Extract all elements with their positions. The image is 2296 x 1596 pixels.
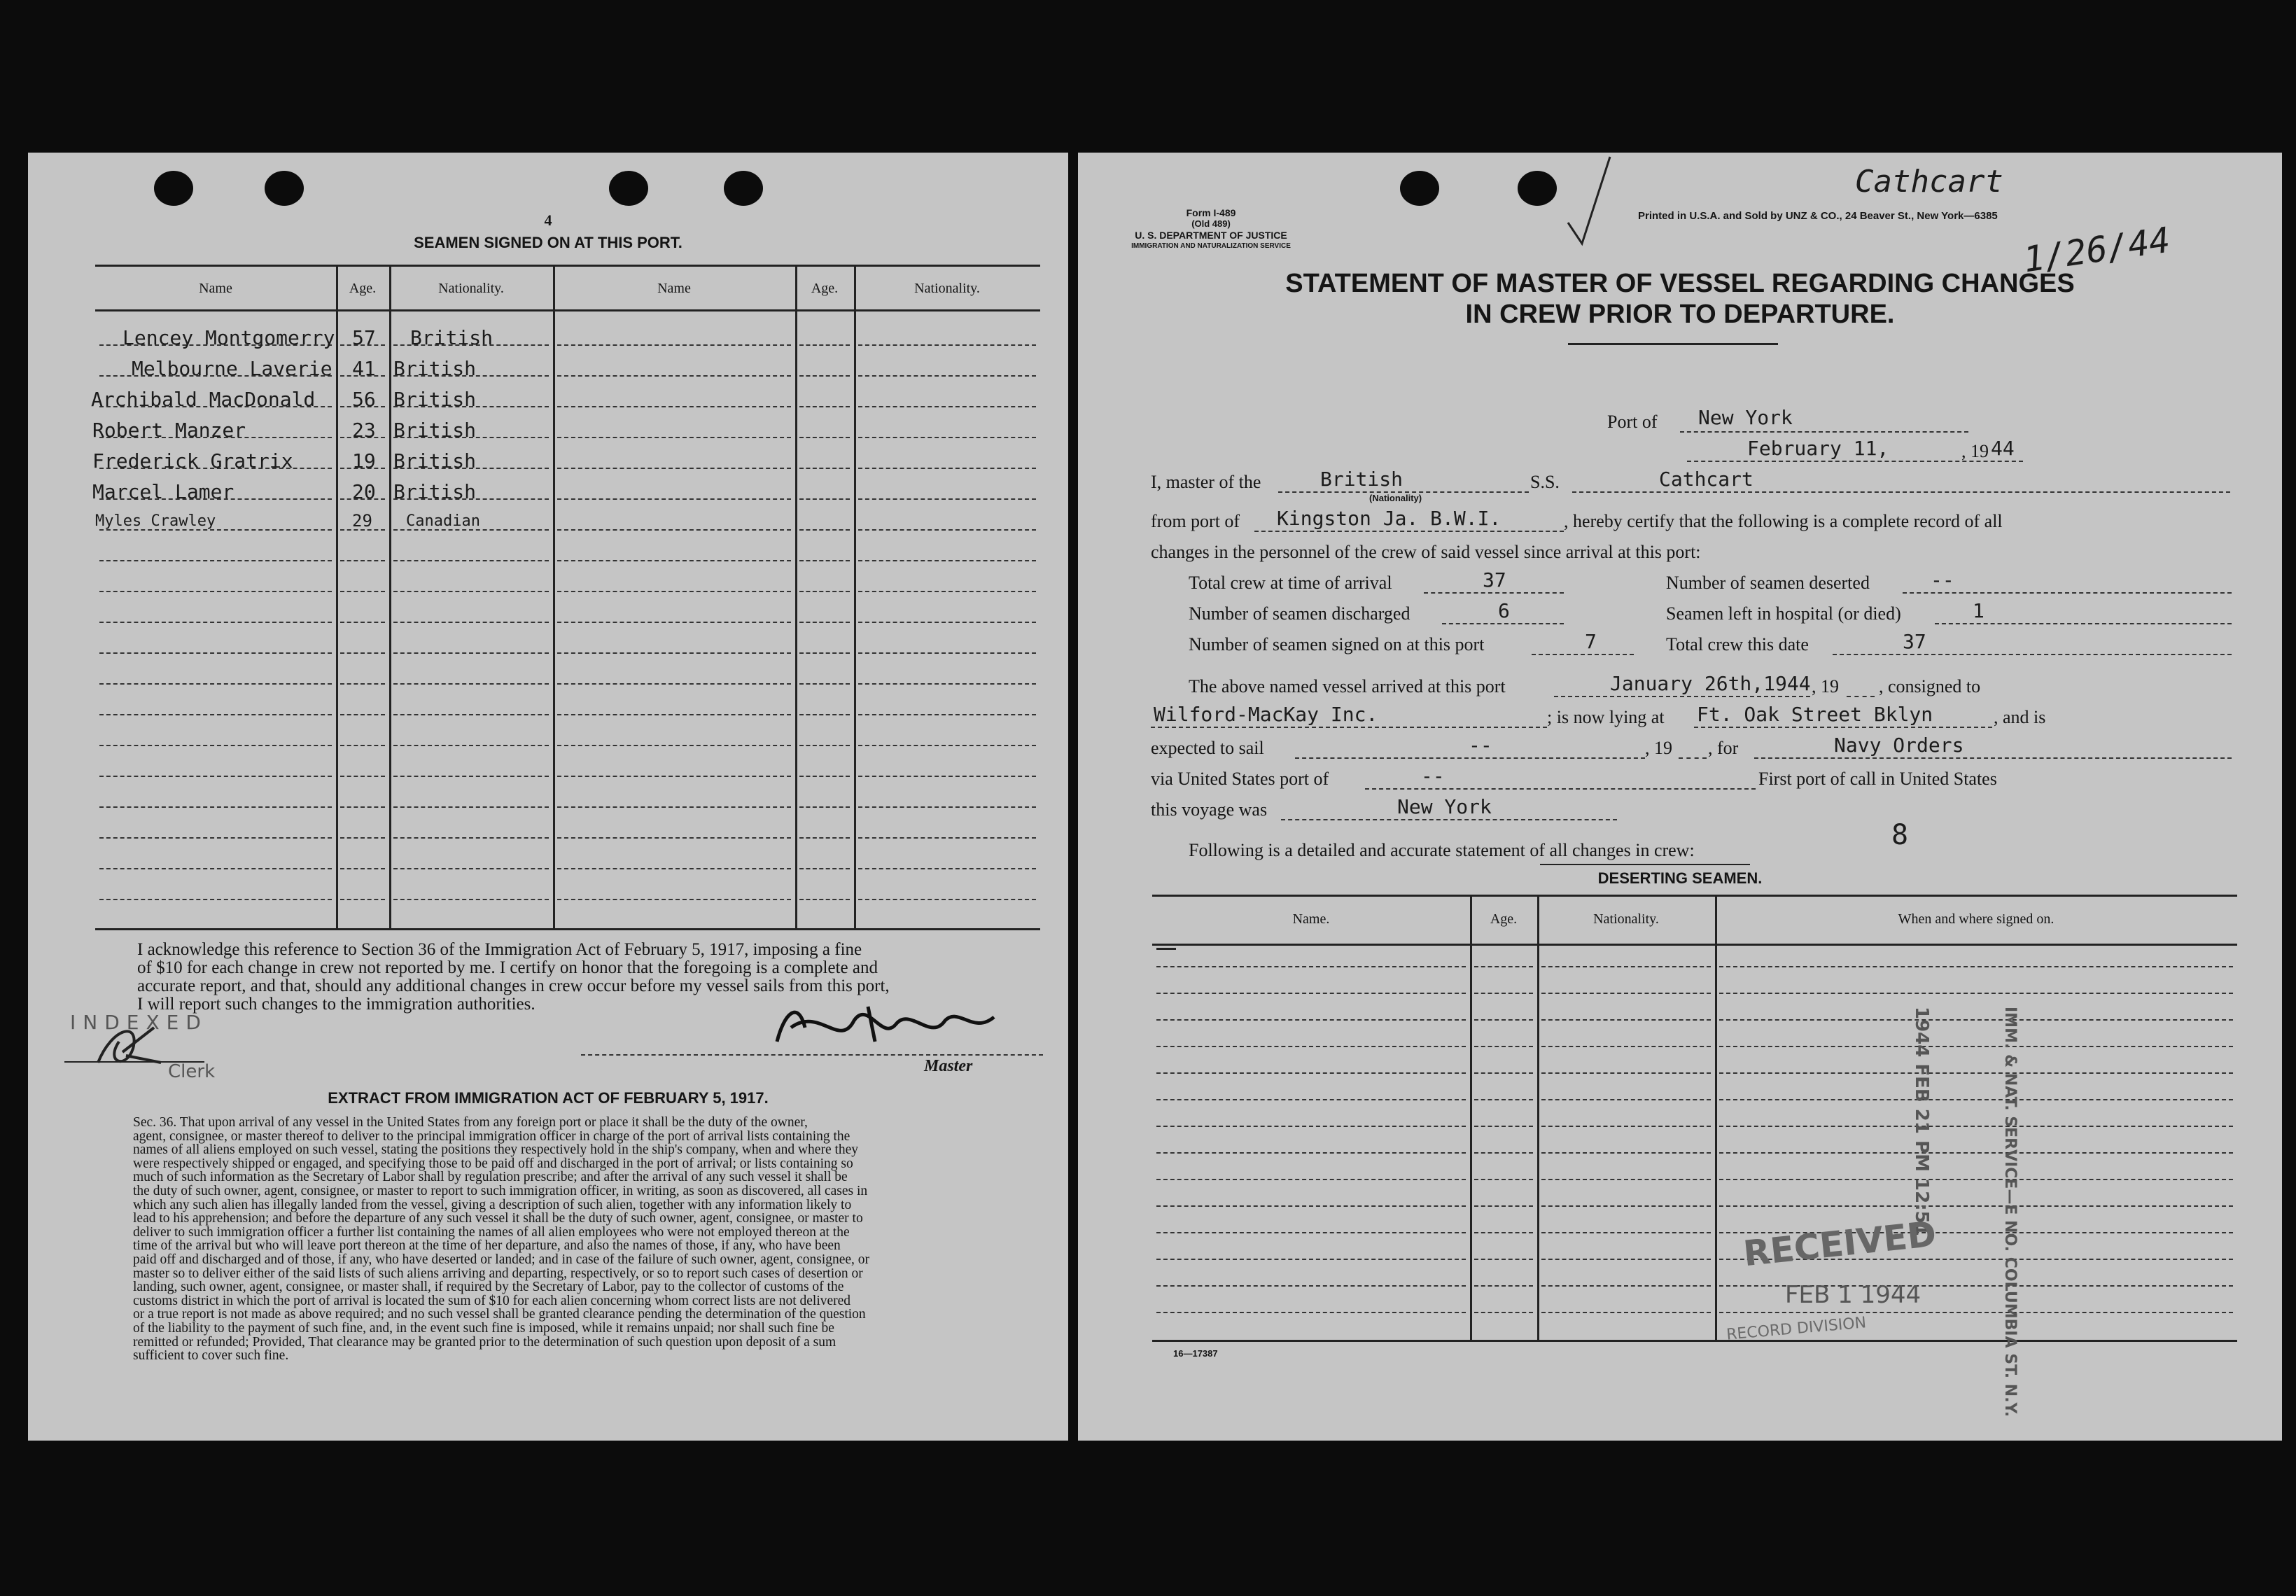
- deserting-seamen-title: DESERTING SEAMEN.: [1597, 869, 1763, 887]
- row-rule: [393, 560, 549, 561]
- hospital-value: 1: [1973, 599, 1984, 622]
- punch-hole: [1518, 171, 1557, 206]
- row-rule: [1541, 1179, 1711, 1180]
- row-rule: [340, 591, 385, 592]
- total-arrival-value: 37: [1483, 568, 1506, 592]
- row-rule: [99, 683, 332, 685]
- row-rule: [340, 714, 385, 715]
- row-rule: [340, 683, 385, 685]
- row-rule: [799, 344, 850, 346]
- row-rule: [799, 652, 850, 654]
- date-time-stamp: 1944 FEB 21 PM 12:51: [1911, 1007, 1932, 1236]
- row-rule: [340, 837, 385, 839]
- crew-age: 29: [352, 511, 372, 531]
- row-rule: [340, 652, 385, 654]
- row-rule: [99, 560, 332, 561]
- certify-text: , hereby certify that the following is a complete record of all: [1564, 511, 2003, 531]
- col-header-age-2: Age.: [811, 281, 839, 296]
- row-rule: [557, 375, 791, 377]
- row-rule: [1719, 1072, 2233, 1074]
- row-rule: [557, 745, 791, 746]
- port-label: Port of: [1607, 412, 1658, 432]
- discharged-value: 6: [1498, 599, 1510, 622]
- row-rule: [799, 560, 850, 561]
- row-rule: [858, 776, 1036, 777]
- row-rule: [99, 837, 332, 839]
- row-rule: [1541, 1285, 1711, 1287]
- service-stamp: IMM. & NAT. SERVICE—E NO. COLUMBIA ST. N.Y.: [2001, 1007, 2019, 1418]
- section-title: SEAMEN SIGNED ON AT THIS PORT.: [414, 234, 682, 251]
- row-rule: [340, 560, 385, 561]
- row-rule: [1719, 993, 2233, 994]
- crew-name: Archibald MacDonald: [91, 388, 316, 411]
- from-port-value: Kingston Ja. B.W.I.: [1277, 507, 1502, 530]
- row-rule: [858, 714, 1036, 715]
- row-rule: [1541, 1046, 1711, 1047]
- via-value: --: [1421, 764, 1445, 788]
- changes-text: changes in the personnel of the crew of said vessel since arrival at this port:: [1151, 542, 1701, 562]
- row-rule: [99, 806, 332, 808]
- for-value: Navy Orders: [1834, 734, 1964, 757]
- total-date-label: Total crew this date: [1666, 634, 1809, 654]
- department: U. S. DEPARTMENT OF JUSTICE: [1135, 230, 1287, 241]
- and-is-label: , and is: [1994, 707, 2046, 727]
- row-rule: [557, 776, 791, 777]
- row-rule: [1474, 966, 1533, 967]
- master-label: Master: [924, 1057, 973, 1075]
- row-rule: [1719, 1179, 2233, 1180]
- extract-text: Sec. 36. That upon arrival of any vessel in the United States from any foreign port or place it shall be the duty of the owner, agent, consignee, or master thereof to deliver to the principal immigration officer in charge of the port of arrival lists containing the names of all aliens employed on such vessel, stating the positions they respectively hold in the ship's company, when and where they were respectively shipped or engaged, and specifying those to be paid off and discharged in the port of arrival; or lists containing so much of such information as the Secretary of Labor shall by regulation prescribe; and after the arrival of any such vessel it shall be the duty of such owner, agent, consignee, or master to report to such immigration officer, in writing, as soon as discovered, all cases in which any such alien has illegally landed from the vessel, giving a description of such alien, together with any information likely to lead to his apprehension; and before the departure of any such vessel it shall be the duty of such owner, agent, consignee, or master to deliver to such immigration officer a further list containing the names of all alien employees who were not employed thereon at the time of the arrival but who will leave port thereon at the time of her departure, and also the names of those, if any, who have been paid off and discharged and of those, if any, who have deserted or landed; and in case of the failure of such owner, agent, consignee, or master so to deliver either of the said lists of such aliens arriving and departing, respectively, or so to report such cases of desertion or landing, such owner, agent, consignee, or master shall, if required by the Secretary of Labor, pay to the collector of customs of the customs district in which the port of arrival is located the sum of $10 for each alien concerning whom correct lists are not delivered or a true report is not made as above required; and no such vessel shall be granted clearance pending the determination of the question of the liability to the payment of such fine, and, in the event such fine is imposed, while it remains unpaid; nor shall such fine be remitted or refunded; Provided, That clearance may be granted prior to the determination of such question upon deposit of a sum sufficient to cover such fine.: [133, 1115, 870, 1364]
- row-rule: [557, 437, 791, 438]
- left-page: [28, 153, 1068, 1441]
- row-rule: [799, 468, 850, 469]
- annotation-number: 8: [1891, 819, 1909, 851]
- row-rule: [858, 683, 1036, 685]
- crew-nationality: British: [393, 357, 477, 380]
- row-rule: [799, 529, 850, 531]
- nationality-value: British: [1320, 468, 1404, 491]
- punch-hole: [265, 171, 304, 206]
- row-rule: [1156, 1072, 1466, 1074]
- crew-age: 56: [352, 388, 376, 411]
- deserted-value: --: [1931, 568, 1954, 592]
- row-rule: [858, 498, 1036, 500]
- row-rule: [557, 406, 791, 407]
- row-rule: [1474, 1072, 1533, 1074]
- consignee-value: Wilford-MacKay Inc.: [1154, 703, 1378, 726]
- master-signature: [763, 986, 1029, 1063]
- row-rule: [799, 406, 850, 407]
- row-rule: [340, 776, 385, 777]
- extract-title: EXTRACT FROM IMMIGRATION ACT OF FEBRUARY 5, 1917.: [328, 1089, 769, 1107]
- row-rule: [799, 498, 850, 500]
- first-port-label: First port of call in United States: [1758, 769, 1997, 789]
- hospital-label: Seamen left in hospital (or died): [1666, 603, 1901, 624]
- row-rule: [858, 406, 1036, 407]
- lying-label: ; is now lying at: [1547, 707, 1665, 727]
- row-rule: [858, 806, 1036, 808]
- crew-name: Marcel Lamer: [92, 480, 234, 503]
- row-rule: [1156, 1232, 1466, 1233]
- row-rule: [1541, 1232, 1711, 1233]
- desert-col-age: Age.: [1490, 911, 1518, 927]
- row-rule: [340, 868, 385, 869]
- expected-label: expected to sail: [1151, 738, 1264, 758]
- row-rule: [799, 868, 850, 869]
- received-stamp: RECEIVED: [1741, 1213, 1938, 1275]
- row-rule: [858, 437, 1036, 438]
- port-value: New York: [1698, 406, 1793, 429]
- crew-nationality: British: [410, 326, 493, 349]
- row-rule: [393, 745, 549, 746]
- nationality-caption: (Nationality): [1369, 493, 1422, 503]
- from-port-label: from port of: [1151, 511, 1240, 531]
- row-rule: [99, 652, 332, 654]
- form-title-line1: STATEMENT OF MASTER OF VESSEL REGARDING CHANGES: [1285, 269, 2075, 298]
- master-of-label: I, master of the: [1151, 472, 1261, 492]
- year-value: 44: [1991, 437, 2015, 460]
- page-number: 4: [544, 211, 552, 229]
- desert-col-when-where: When and where signed on.: [1898, 911, 2054, 927]
- record-division-stamp: RECORD DIVISION: [1726, 1314, 1867, 1344]
- nineteen2-label: , 19: [1645, 738, 1672, 758]
- row-rule: [393, 868, 549, 869]
- row-rule: [799, 776, 850, 777]
- ship-value: Cathcart: [1659, 468, 1754, 491]
- row-rule: [858, 560, 1036, 561]
- row-rule: [1156, 1179, 1466, 1180]
- row-rule: [557, 837, 791, 839]
- printer-line: Printed in U.S.A. and Sold by UNZ & CO., 24 Beaver St., New York—6385: [1638, 210, 1998, 222]
- voyage-label: this voyage was: [1151, 799, 1268, 820]
- crew-nationality: British: [393, 419, 477, 442]
- crew-name: Robert Manzer: [92, 419, 246, 442]
- acknowledgement-text: I acknowledge this reference to Section 36 of the Immigration Act of February 5, 1917, imposing a fine of $10 for each change in crew not reported by me. I certify on honor that the foregoing is a complete and accurate report, and that, should any additional changes in crew occur before my vessel sails from this port, I will report such changes to the immigration authorities.: [137, 940, 890, 1014]
- row-rule: [799, 806, 850, 808]
- arrived-value: January 26th,1944: [1610, 672, 1811, 695]
- expected-value: --: [1469, 734, 1492, 757]
- row-rule: [1719, 1205, 2233, 1207]
- row-rule: [858, 868, 1036, 869]
- punch-hole: [609, 171, 648, 206]
- crew-nationality: British: [393, 388, 477, 411]
- row-rule: [557, 683, 791, 685]
- via-label: via United States port of: [1151, 769, 1329, 789]
- for-label: , for: [1708, 738, 1739, 758]
- row-rule: [1474, 1259, 1533, 1260]
- row-rule: [1156, 1259, 1466, 1260]
- row-rule: [1474, 1099, 1533, 1100]
- row-rule: [99, 714, 332, 715]
- row-rule: [858, 375, 1036, 377]
- row-rule: [1719, 1126, 2233, 1127]
- row-rule: [1474, 1019, 1533, 1021]
- row-rule: [799, 714, 850, 715]
- crew-age: 41: [352, 357, 376, 380]
- row-rule: [1156, 966, 1466, 967]
- row-rule: [557, 806, 791, 808]
- row-rule: [1474, 1285, 1533, 1287]
- clerk-initials-signature: [84, 1014, 182, 1091]
- row-rule: [1541, 966, 1711, 967]
- row-rule: [1541, 1259, 1711, 1260]
- total-arrival-label: Total crew at time of arrival: [1189, 573, 1392, 593]
- annotation-date: 1/26/44: [2020, 219, 2173, 281]
- row-rule: [393, 806, 549, 808]
- deserted-label: Number of seamen deserted: [1666, 573, 1870, 593]
- row-rule: [1719, 966, 2233, 967]
- row-rule: [99, 899, 332, 900]
- row-rule: [1474, 1312, 1533, 1313]
- col-header-nationality: Nationality.: [438, 281, 504, 296]
- row-rule: [340, 899, 385, 900]
- row-rule: [1156, 993, 1466, 994]
- row-rule: [393, 652, 549, 654]
- row-rule: [1719, 1312, 2233, 1313]
- row-rule: [557, 868, 791, 869]
- service: IMMIGRATION AND NATURALIZATION SERVICE: [1131, 242, 1291, 250]
- form-title-line2: IN CREW PRIOR TO DEPARTURE.: [1465, 300, 1895, 329]
- ss-label: S.S.: [1530, 472, 1560, 492]
- row-rule: [99, 745, 332, 746]
- row-rule: [799, 437, 850, 438]
- row-rule: [1474, 1126, 1533, 1127]
- date-value: February 11,: [1747, 437, 1889, 460]
- row-rule: [557, 344, 791, 346]
- row-rule: [799, 591, 850, 592]
- row-rule: [340, 745, 385, 746]
- crew-nationality: Canadian: [406, 512, 480, 530]
- row-rule: [393, 899, 549, 900]
- row-rule: [557, 899, 791, 900]
- desert-col-name: Name.: [1292, 911, 1330, 927]
- row-rule: [393, 683, 549, 685]
- desert-col-nationality: Nationality.: [1593, 911, 1659, 927]
- row-rule: [799, 683, 850, 685]
- form-number: Form I-489: [1186, 207, 1236, 218]
- lying-value: Ft. Oak Street Bklyn: [1697, 703, 1933, 726]
- row-rule: [799, 745, 850, 746]
- crew-nationality: British: [393, 449, 477, 472]
- row-rule: [858, 468, 1036, 469]
- row-rule: [1719, 1019, 2233, 1021]
- voyage-value: New York: [1397, 795, 1492, 818]
- row-rule: [557, 560, 791, 561]
- row-rule: [99, 776, 332, 777]
- row-rule: [858, 837, 1036, 839]
- row-rule: [1541, 1019, 1711, 1021]
- row-rule: [1474, 1179, 1533, 1180]
- received-date-stamp: FEB 1 1944: [1785, 1281, 1921, 1309]
- row-rule: [557, 652, 791, 654]
- row-rule: [1156, 1099, 1466, 1100]
- row-rule: [1474, 1232, 1533, 1233]
- row-rule: [1156, 1046, 1466, 1047]
- annotation-ship-name: Cathcart: [1855, 164, 2003, 200]
- row-rule: [99, 591, 332, 592]
- col-header-age: Age.: [349, 281, 377, 296]
- row-rule: [799, 375, 850, 377]
- row-rule: [557, 591, 791, 592]
- row-rule: [858, 591, 1036, 592]
- row-rule: [858, 529, 1036, 531]
- indexed-stamp: INDEXED: [70, 1011, 208, 1034]
- row-rule: [1541, 1152, 1711, 1154]
- row-rule: [393, 837, 549, 839]
- clerk-label: Clerk: [168, 1061, 216, 1082]
- crew-age: 23: [352, 419, 376, 442]
- row-rule: [1156, 1312, 1466, 1313]
- punch-hole: [154, 171, 193, 206]
- row-rule: [858, 745, 1036, 746]
- row-rule: [799, 622, 850, 623]
- row-rule: [858, 344, 1036, 346]
- consigned-label: , consigned to: [1879, 676, 1981, 696]
- signed-value: 7: [1585, 630, 1597, 653]
- row-rule: [557, 468, 791, 469]
- col-header-name-2: Name: [657, 281, 691, 296]
- row-rule: [99, 622, 332, 623]
- row-rule: [1156, 1152, 1466, 1154]
- col-header-name: Name: [199, 281, 232, 296]
- arrived-label: The above named vessel arrived at this port: [1189, 676, 1506, 696]
- row-rule: [1719, 1046, 2233, 1047]
- row-rule: [1541, 1126, 1711, 1127]
- row-rule: [557, 529, 791, 531]
- crew-name: Lencey Montgomerry: [122, 326, 335, 349]
- row-rule: [1541, 1072, 1711, 1074]
- row-rule: [393, 591, 549, 592]
- crew-nationality: British: [393, 480, 477, 503]
- row-rule: [1156, 1285, 1466, 1287]
- row-rule: [393, 776, 549, 777]
- col-header-nationality-2: Nationality.: [914, 281, 980, 296]
- row-rule: [858, 899, 1036, 900]
- row-rule: [393, 622, 549, 623]
- row-rule: [799, 837, 850, 839]
- row-rule: [858, 622, 1036, 623]
- row-rule: [799, 899, 850, 900]
- row-rule: [1156, 1019, 1466, 1021]
- row-rule: [858, 652, 1036, 654]
- row-rule: [1474, 1046, 1533, 1047]
- row-rule: [340, 806, 385, 808]
- crew-name: Frederick Gratrix: [92, 449, 293, 472]
- row-rule: [1474, 1152, 1533, 1154]
- row-rule: [557, 714, 791, 715]
- punch-hole: [1400, 171, 1439, 206]
- row-rule: [340, 622, 385, 623]
- check-mark: [1561, 153, 1617, 251]
- form-old-number: (Old 489): [1191, 218, 1231, 229]
- row-rule: [1541, 1099, 1711, 1100]
- nineteen-label: , 19: [1812, 676, 1839, 696]
- row-rule: [1156, 1126, 1466, 1127]
- row-rule: [1719, 1152, 2233, 1154]
- footer-code: 16—17387: [1173, 1348, 1218, 1359]
- row-rule: [1474, 993, 1533, 994]
- row-rule: [1541, 993, 1711, 994]
- row-rule: [557, 498, 791, 500]
- row-rule: [1474, 1205, 1533, 1207]
- right-page: [1078, 153, 2282, 1441]
- row-rule: [1156, 1205, 1466, 1207]
- row-rule: [99, 868, 332, 869]
- row-rule: [1541, 1312, 1711, 1313]
- punch-hole: [724, 171, 763, 206]
- row-rule: [1719, 1099, 2233, 1100]
- row-rule: [557, 622, 791, 623]
- crew-name: Melbourne Laverie: [132, 357, 332, 380]
- crew-age: 19: [352, 449, 376, 472]
- row-rule: [393, 714, 549, 715]
- crew-age: 20: [352, 480, 376, 503]
- crew-age: 57: [352, 326, 376, 349]
- signed-label: Number of seamen signed on at this port: [1189, 634, 1485, 654]
- crew-name: Myles Crawley: [95, 512, 216, 530]
- total-date-value: 37: [1903, 630, 1926, 653]
- row-rule: [1541, 1205, 1711, 1207]
- discharged-label: Number of seamen discharged: [1189, 603, 1410, 624]
- year-prefix: , 19: [1961, 441, 1989, 461]
- following-label: Following is a detailed and accurate statement of all changes in crew:: [1189, 840, 1695, 860]
